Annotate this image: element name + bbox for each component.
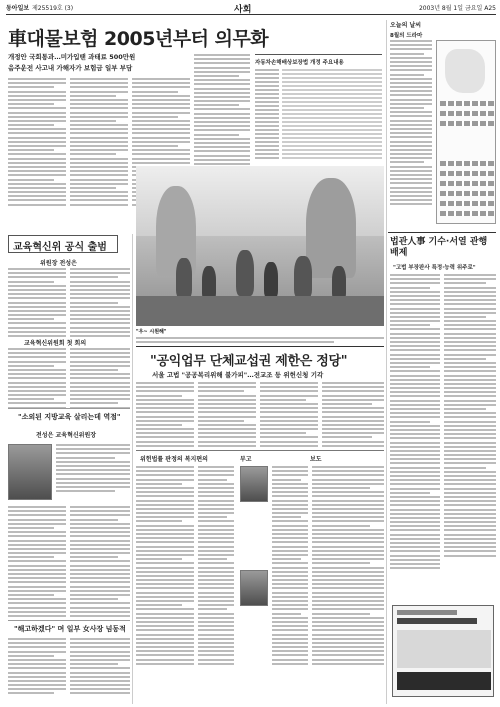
masthead [6, 3, 496, 15]
right-box-head: 8월의 드라마 [390, 33, 423, 39]
photo-caption-label: "우~ 시원해" [136, 329, 167, 335]
weather-map [436, 40, 496, 224]
education-quote-head: "소외된 지방교육 살리는데 역점" [18, 413, 121, 421]
court-column-1 [390, 274, 440, 571]
section-title: 사회 [234, 5, 252, 15]
bottom-left-column-2 [70, 638, 130, 697]
lead-subhead-2: 음주운전 사고내 가해자가 보험금 일부 부담 [8, 64, 133, 72]
obituary-photo-1 [240, 466, 268, 502]
publication-name: 동아일보 [6, 5, 30, 12]
lead-column-1 [8, 78, 66, 208]
right-column-text [390, 40, 432, 208]
court-column-2 [444, 274, 496, 559]
court-headline: 법관人事 기수·서열 관행 배제 [390, 237, 488, 258]
education-column-6 [70, 506, 130, 619]
education-profile-text [56, 444, 130, 494]
education-column-2 [70, 268, 130, 339]
bottom-report-head: 보도 [310, 456, 322, 463]
education-column-4 [70, 348, 130, 411]
lead-subhead-1: 개정안 국회통과…미가입땐 과태료 500만원 [8, 53, 136, 61]
table-title: 자동차손해배상보장법 개정 주요내용 [255, 60, 344, 66]
right-column [386, 20, 494, 42]
obituary-heading: 부고 [240, 456, 252, 463]
issue-date: 2003년 8월 1일 금요일 A25 [418, 5, 496, 12]
issue-number: 제25519호 (3) [32, 5, 74, 12]
education-profile-name: 전성은 교육혁신위원장 [36, 432, 97, 439]
labor-subhead: 서울 고법 "공공복리위해 불가피"…전교조 등 위헌신청 기각 [152, 371, 324, 379]
lead-column-2 [70, 78, 128, 208]
court-subhead: "고법 부장판사 특정·능력 위주로" [393, 265, 476, 271]
education-column-3 [8, 348, 66, 411]
labor-column-4 [322, 382, 384, 449]
bottom-mid-column-1 [136, 466, 194, 667]
obituary-column [272, 466, 308, 667]
education-subhead-2: 교육혁신위원회 첫 회의 [24, 340, 87, 347]
lead-summary-table [255, 54, 382, 164]
obituary-photo-2 [240, 570, 268, 606]
education-chair-photo [8, 444, 52, 500]
bottom-left-headline: "해고하겠다" 며 일부 女사장 넘동적 [14, 625, 126, 633]
labor-column-2 [198, 382, 256, 449]
bottom-mid-column-3 [312, 466, 384, 667]
education-subhead-1: 위원장 전성은 [40, 260, 77, 267]
education-column-5 [8, 506, 66, 619]
bottom-mid-column-2 [198, 466, 234, 667]
photo-caption [136, 328, 384, 345]
labor-headline: "공익업무 단체교섭권 제한은 정당" [150, 354, 348, 369]
advertisement-box [392, 605, 494, 697]
weather-title: 오늘의 날씨 [390, 22, 422, 29]
labor-column-1 [136, 382, 194, 449]
bottom-mid-headline: 위헌법률 판정의 복지편의 [140, 456, 208, 463]
news-photo [136, 166, 384, 326]
bottom-left-column-1 [8, 638, 66, 697]
education-column-1 [8, 268, 66, 339]
lead-headline: 車대물보험 2005년부터 의무화 [8, 28, 269, 50]
labor-column-3 [260, 382, 318, 449]
education-banner: 교육혁신위 공식 출범 [8, 235, 118, 253]
